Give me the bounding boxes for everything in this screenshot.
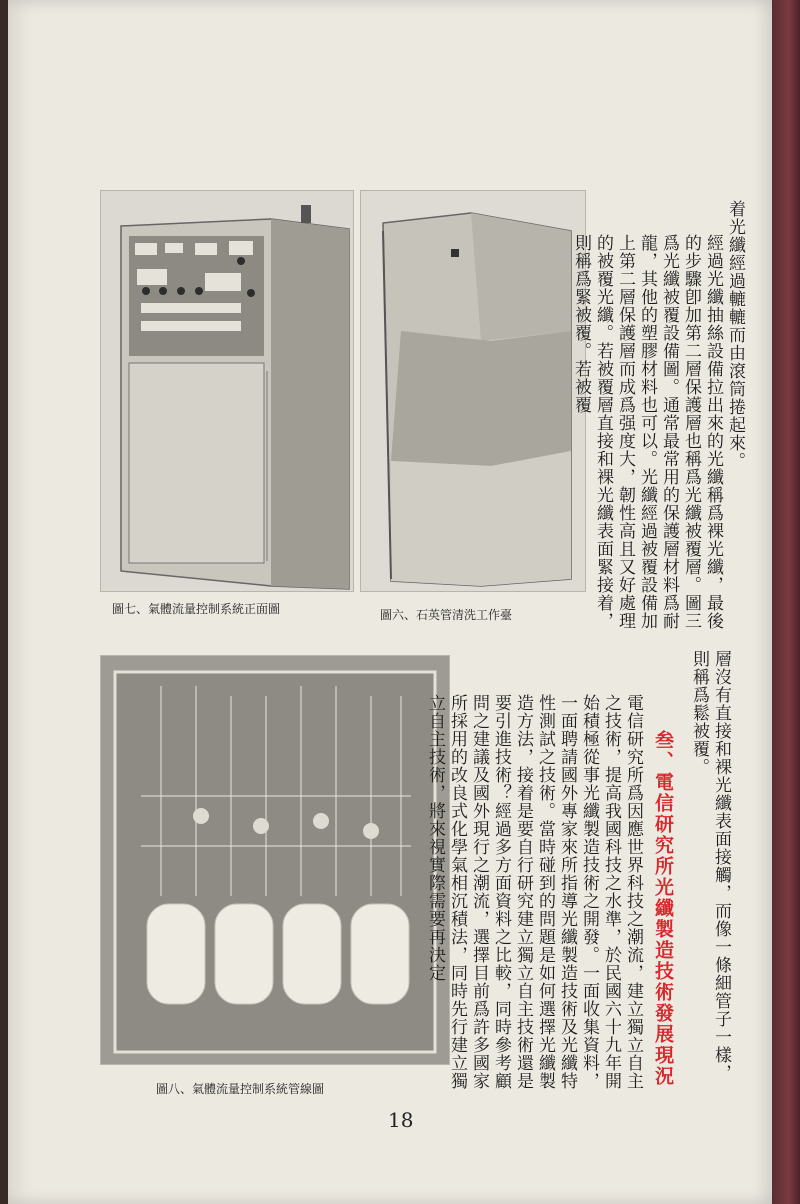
top-paragraph-2: 經過光纖抽絲設備拉出來的光纖稱爲裸光纖，最後的步驟卽加第二層保護層也稱爲光纖被覆層。圖三爲光纖被覆設備圖。通常最常用的保護層材料爲耐龍，其他的塑膠材料也可以。光纖經過被覆設備加上第二層保護層而成爲强度大，韌性高且又好處理的被覆光纖。若被覆層直接和裸光纖表面緊接着，則稱爲緊被覆。若被覆 bbox=[571, 234, 723, 630]
book-page bbox=[8, 0, 772, 1204]
page-number: 18 bbox=[388, 1108, 414, 1132]
figure-6-caption: 圖六、石英管清洗工作臺 bbox=[380, 608, 513, 622]
section-heading: 叁、電信研究所光纖製造技術發展現況 bbox=[652, 730, 674, 1087]
top-paragraph-1: 着光纖經過轆轆而由滾筒捲起來。 bbox=[725, 200, 745, 470]
figure-7-caption: 圖七、氣體流量控制系統正面圖 bbox=[112, 602, 281, 616]
figure-8-image bbox=[100, 655, 450, 1065]
section-body-paragraph: 電信研究所爲因應世界科技之潮流，建立獨立自主之技術，提高我國科技之水準，於民國六十九年開始積極從事光纖製造技術之開發。一面收集資料，一面聘請國外專家來所指導光纖製造技術及光纖特性測試之技術。當時碰到的問題是如何選擇光纖製造方法，接着是要自行研究建立獨立自主技術還是要引進技術？經過多方面資料之比較，同時參考顧問之建議及國外現行之潮流，選擇目前爲許多國家所採用的改良式化學氣相沉積法，同時先行建立獨立自主技術，將來視實際需要再決定 bbox=[425, 694, 643, 1090]
figure-8-caption: 圖八、氣體流量控制系統管線圖 bbox=[156, 1082, 325, 1096]
middle-text-block bbox=[684, 650, 732, 1090]
top-text-block bbox=[571, 200, 746, 632]
section-body bbox=[425, 660, 644, 1092]
middle-paragraph: 層沒有直接和裸光纖表面接觸，而像一條細管子一樣，則稱爲鬆被覆。 bbox=[689, 650, 731, 1082]
figure-6-image bbox=[360, 190, 586, 592]
book-cover-edge bbox=[772, 0, 800, 1204]
figure-7-image bbox=[100, 190, 354, 592]
